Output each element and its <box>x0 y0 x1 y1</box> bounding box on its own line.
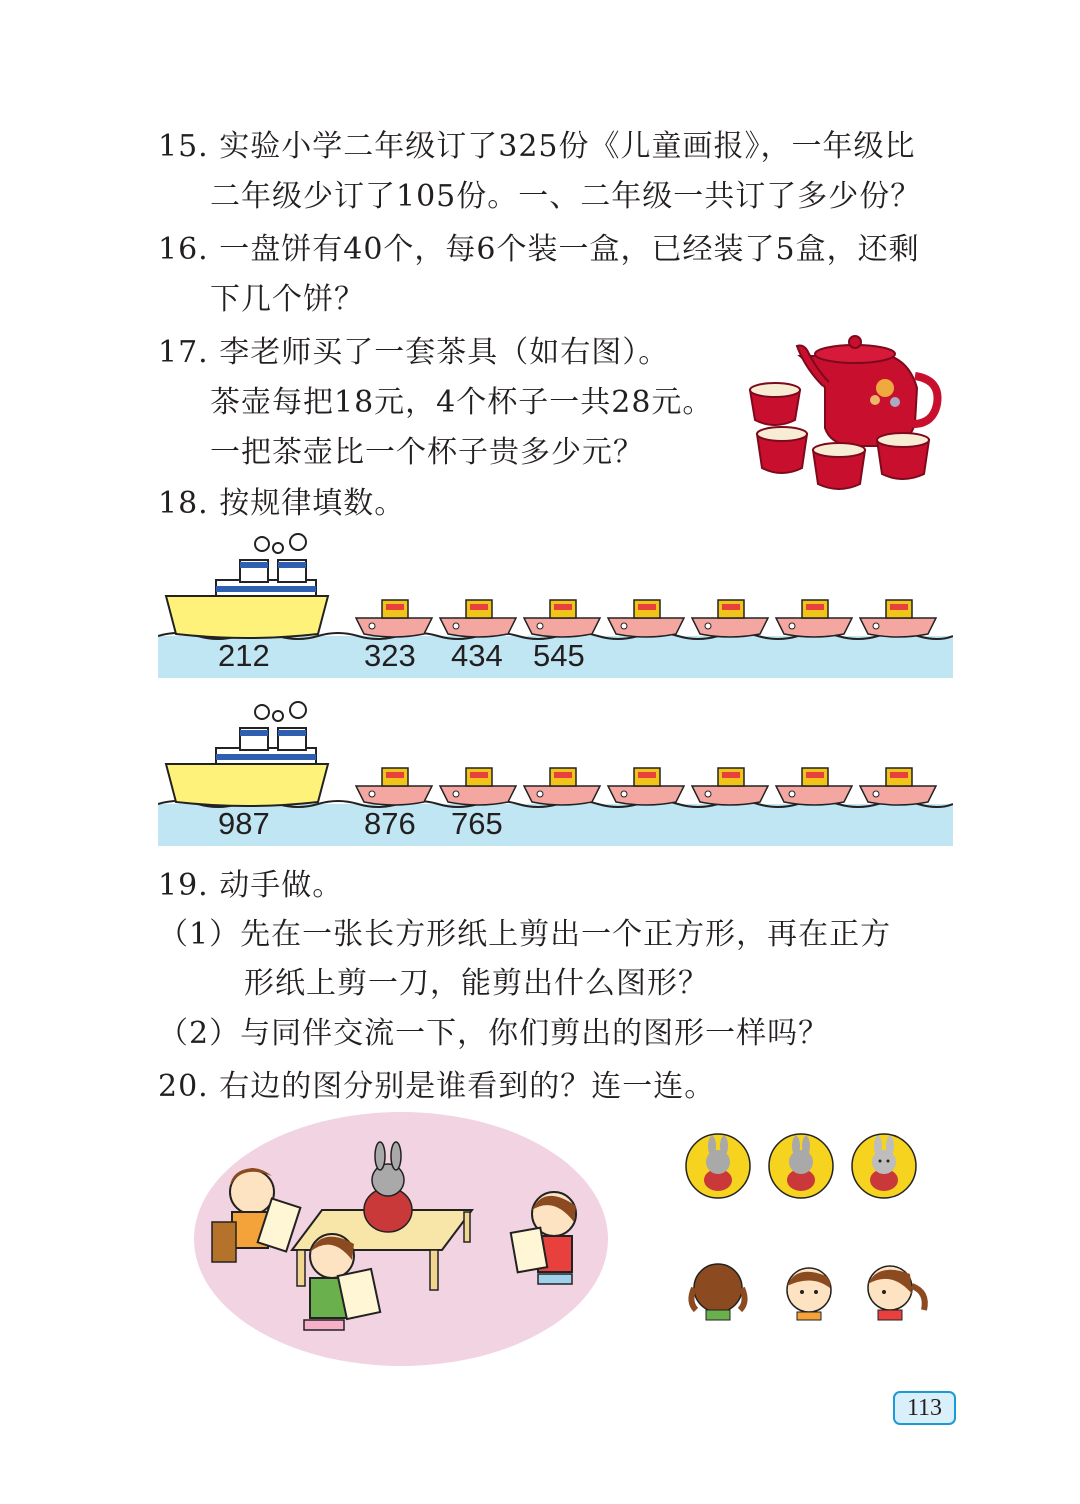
sequence-row-2-value: 765 <box>451 806 503 841</box>
child-head-option[interactable] <box>787 1268 831 1320</box>
sequence-row-2-value: 876 <box>364 806 416 841</box>
teapot-icon <box>797 336 938 446</box>
boat-icon <box>440 768 516 805</box>
sequence-row-1-value: 545 <box>533 638 585 673</box>
rabbit-view-option[interactable] <box>769 1134 833 1198</box>
problem-16-line-1: 16. 一盘饼有40个，每6个装一盒，已经装了5盒，还剩 <box>158 232 920 267</box>
sequence-row-2-illustration <box>158 698 953 846</box>
page-number: 113 <box>893 1391 956 1425</box>
problem-19-title: 19. 动手做。 <box>158 868 344 903</box>
boat-icon <box>524 600 600 637</box>
problem-17-line-2: 茶壶每把18元，4个杯子一共28元。 <box>210 385 714 420</box>
teacup-icon <box>877 433 929 479</box>
boat-icon <box>356 600 432 637</box>
teacup-icon <box>813 443 865 489</box>
ship-icon <box>166 702 328 806</box>
problem-19-sub-1-line-1: （1）先在一张长方形纸上剪出一个正方形，再在正方 <box>158 917 892 952</box>
sequence-row-1-value: 212 <box>218 638 270 673</box>
boat-icon <box>608 768 684 805</box>
boat-icon <box>860 600 936 637</box>
boat-icon <box>860 768 936 805</box>
teacup-icon <box>757 427 807 473</box>
children-drawing-scene <box>192 1110 610 1368</box>
boat-icon <box>608 600 684 637</box>
problem-18-title: 18. 按规律填数。 <box>158 486 406 521</box>
boat-icon <box>776 600 852 637</box>
boat-icon <box>776 768 852 805</box>
teaset-illustration <box>745 328 945 498</box>
boat-icon <box>692 600 768 637</box>
problem-17-line-3: 一把茶壶比一个杯子贵多少元？ <box>210 435 644 470</box>
problem-19-sub-1-line-2: 形纸上剪一刀，能剪出什么图形？ <box>244 966 709 1001</box>
problem-19-sub-2: （2）与同伴交流一下，你们剪出的图形一样吗？ <box>158 1016 830 1051</box>
problem-20-title: 20. 右边的图分别是谁看到的？连一连。 <box>158 1069 716 1104</box>
ship-icon <box>166 534 328 638</box>
child-head-option[interactable] <box>691 1264 744 1320</box>
problem-16-line-2: 下几个饼？ <box>210 282 365 317</box>
boat-icon <box>440 600 516 637</box>
boat-icon <box>692 768 768 805</box>
problem-15-line-1: 15. 实验小学二年级订了325份《儿童画报》，一年级比 <box>158 129 916 164</box>
boat-icon <box>356 768 432 805</box>
sequence-row-2-value: 987 <box>218 806 270 841</box>
sequence-row-1-value: 434 <box>451 638 503 673</box>
boat-icon <box>524 768 600 805</box>
sequence-row-1-value: 323 <box>364 638 416 673</box>
problem-15-line-2: 二年级少订了105份。一、二年级一共订了多少份？ <box>210 179 922 214</box>
children-views <box>684 1258 934 1324</box>
rabbit-view-option[interactable] <box>852 1134 916 1198</box>
problem-17-line-1: 17. 李老师买了一套茶具（如右图）。 <box>158 335 670 370</box>
rabbit-views <box>684 1132 918 1202</box>
teacup-icon <box>750 383 800 425</box>
rabbit-view-option[interactable] <box>686 1134 750 1198</box>
child-head-option[interactable] <box>868 1266 925 1320</box>
